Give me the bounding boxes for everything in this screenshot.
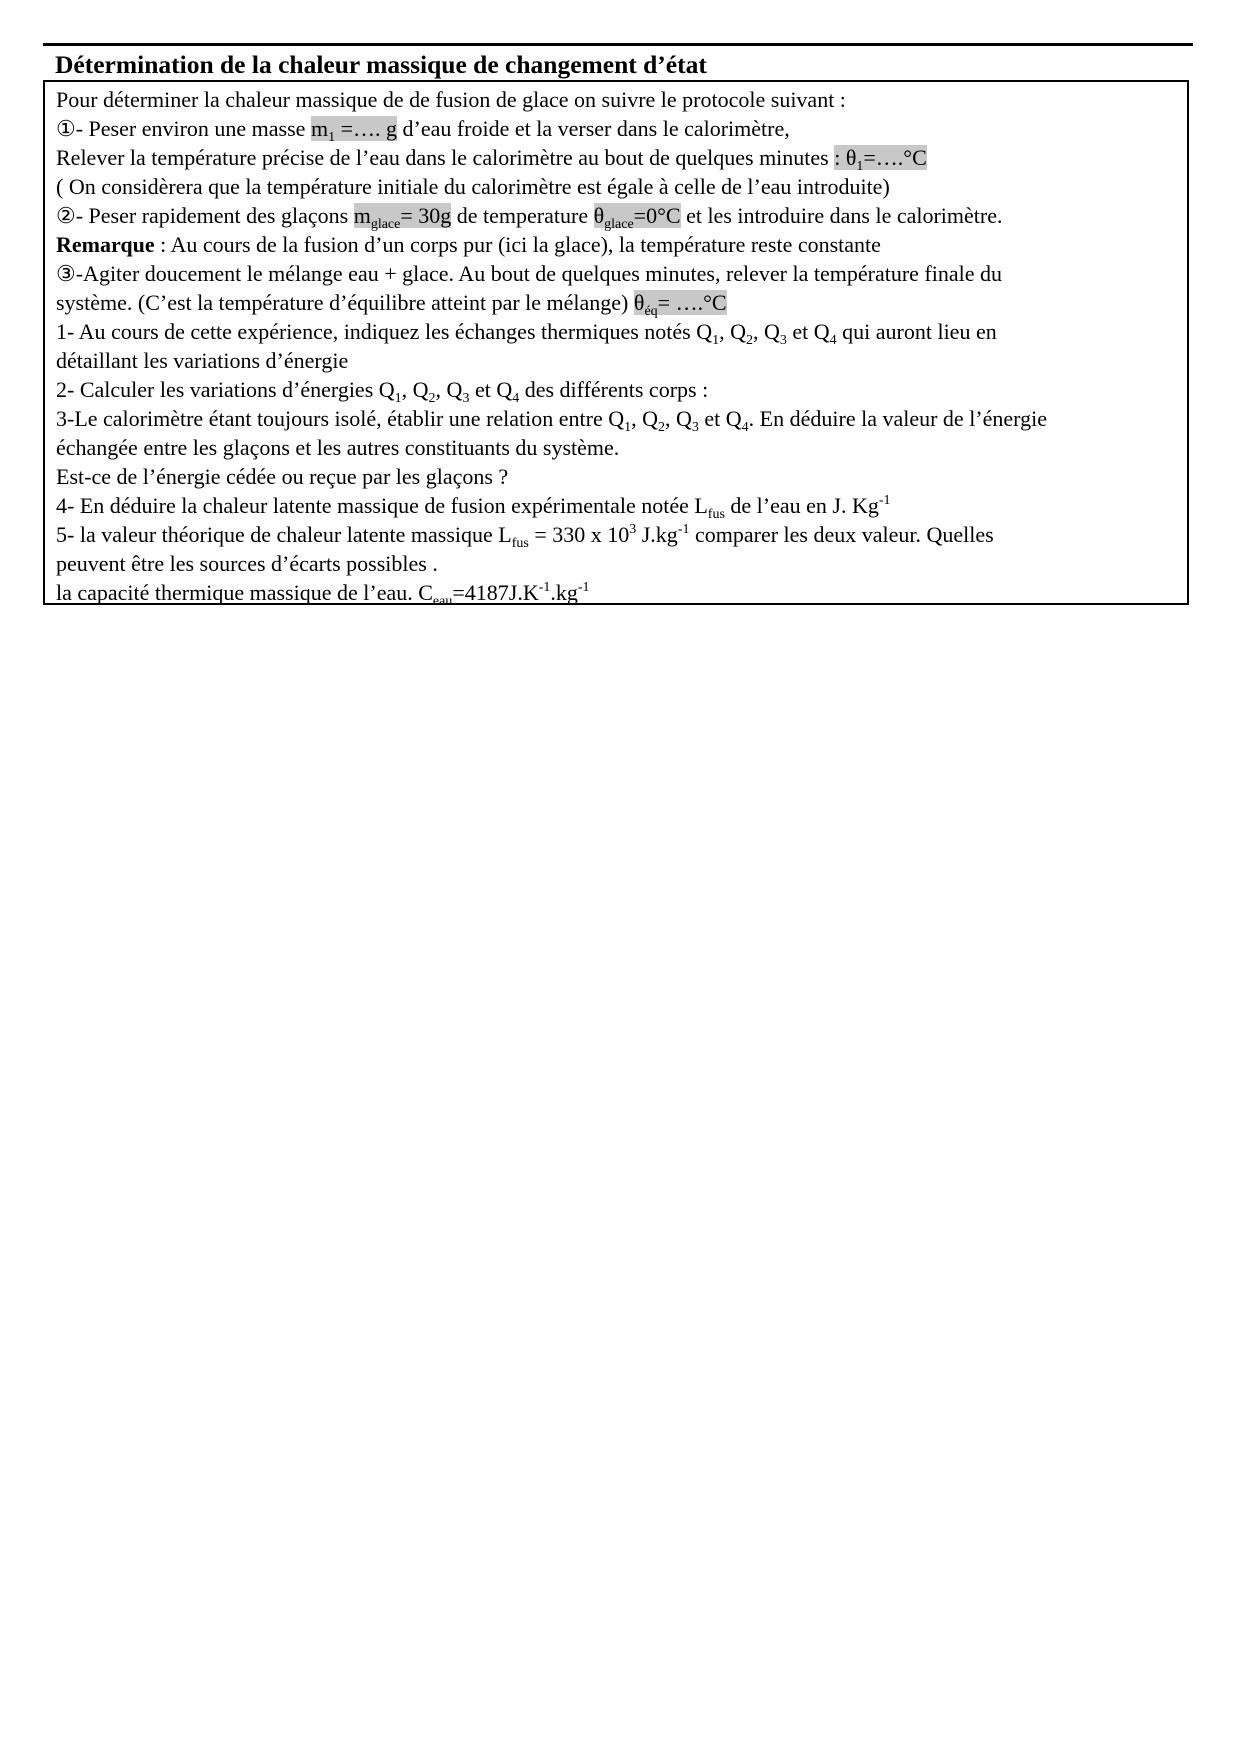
q1-sub3: 3 xyxy=(779,333,787,348)
q2-sub4: 4 xyxy=(512,391,520,406)
note1-line xyxy=(56,172,1187,201)
cap-text-b: =4187J.K xyxy=(452,580,539,605)
q1-sub2: 2 xyxy=(745,333,753,348)
remark-line xyxy=(56,230,1187,259)
step1-line xyxy=(56,114,1187,143)
mglace-highlight xyxy=(353,203,452,232)
q1-t4: et Q xyxy=(786,319,830,344)
q3-text-3: Est-ce de l’énergie cédée ou reçue par les glaçons ? xyxy=(56,464,509,489)
q2-t3: , Q xyxy=(435,377,463,402)
step2-text: - Peser rapidement des glaçons xyxy=(75,203,354,228)
remark-text: : Au cours de la fusion d’un corps pur (ici la glace), la température reste constante xyxy=(154,232,881,257)
note1-text: ( On considèrera que la température initiale du calorimètre est égale à celle de l’eau introduite) xyxy=(56,174,890,199)
theta1-sub: 1 xyxy=(856,159,864,174)
cap-sup1: -1 xyxy=(538,580,551,595)
q3-text-2: échangée entre les glaçons et les autres constituants du système. xyxy=(56,435,620,460)
thetaglace-symbol: θ xyxy=(593,203,605,228)
q4-text: 4- En déduire la chaleur latente massique de fusion expérimentale notée L xyxy=(56,493,708,518)
q2-text-end: des différents corps : xyxy=(519,377,709,402)
cap-sup2: -1 xyxy=(577,580,590,595)
step2-text-mid: de temperature xyxy=(451,203,594,228)
theta1-symbol: : θ xyxy=(834,145,857,170)
q5-text-2: peuvent être les sources d’écarts possibles . xyxy=(56,551,438,576)
thetaeq-sub: éq xyxy=(644,304,658,319)
intro-line xyxy=(56,85,1187,114)
q3-t4: et Q xyxy=(698,406,742,431)
q3-text-end: . En déduire la valeur de l’énergie xyxy=(748,406,1047,431)
cap-text-c: .kg xyxy=(550,580,578,605)
step3-marker: ③ xyxy=(56,261,76,286)
step1-text-end: d’eau froide et la verser dans le calorimètre, xyxy=(397,116,790,141)
m1-sub: 1 xyxy=(328,130,336,145)
cap-text: la capacité thermique massique de l’eau. C xyxy=(56,580,433,605)
m1-highlight xyxy=(310,116,397,145)
step2-marker: ② xyxy=(56,203,76,228)
step3-line-2 xyxy=(56,288,1187,317)
m1-value: =…. g xyxy=(335,116,397,141)
q3-text: 3-Le calorimètre étant toujours isolé, établir une relation entre Q xyxy=(56,406,625,431)
mglace-sub: glace xyxy=(370,217,401,232)
capacity-line xyxy=(56,578,1187,607)
step3-text-2: système. (C’est la température d’équilibre atteint par le mélange) xyxy=(56,290,634,315)
question1-line-1 xyxy=(56,317,1187,346)
thetaeq-highlight xyxy=(633,290,727,319)
q3-t3: , Q xyxy=(665,406,692,431)
thetaglace-value: =0°C xyxy=(633,203,681,228)
question2-line xyxy=(56,375,1187,404)
q3-t2: , Q xyxy=(631,406,659,431)
q1-t3: , Q xyxy=(752,319,780,344)
q4-sup: -1 xyxy=(878,493,891,508)
top-rule xyxy=(43,43,1193,46)
m1-symbol: m xyxy=(310,116,329,141)
theta1-value: =….°C xyxy=(863,145,927,170)
q3-sub1: 1 xyxy=(624,420,632,435)
step3-line-1 xyxy=(56,259,1187,288)
q1-sub1: 1 xyxy=(712,333,720,348)
step1-temp-line xyxy=(56,143,1187,172)
q5-sup1: 3 xyxy=(629,522,637,537)
question5-line-1 xyxy=(56,520,1187,549)
intro-text: Pour déterminer la chaleur massique de de fusion de glace on suivre le protocole suivant : xyxy=(56,87,846,112)
question3-line-1 xyxy=(56,404,1187,433)
exercise-box xyxy=(43,80,1189,609)
q3-sub4: 4 xyxy=(741,420,749,435)
page-title: Détermination de la chaleur massique de changement d’état xyxy=(55,50,707,79)
step3-text-1: -Agiter doucement le mélange eau + glace. Au bout de quelques minutes, relever la température finale du xyxy=(75,261,1003,286)
question3-line-3 xyxy=(56,462,1187,491)
q5-text-d: comparer les deux valeur. Quelles xyxy=(689,522,994,547)
q4-sub: fus xyxy=(707,507,725,522)
step1-temp-text: Relever la température précise de l’eau dans le calorimètre au bout de quelques minutes xyxy=(56,145,835,170)
theta1-highlight xyxy=(834,145,927,174)
q2-text: 2- Calculer les variations d’énergies Q xyxy=(56,377,395,402)
q2-sub2: 2 xyxy=(428,391,436,406)
q2-sub3: 3 xyxy=(462,391,470,406)
q5-text: 5- la valeur théorique de chaleur latente massique L xyxy=(56,522,512,547)
remark-label: Remarque xyxy=(56,232,155,257)
step2-line xyxy=(56,201,1187,230)
cap-sub: eau xyxy=(432,594,453,609)
mglace-symbol: m xyxy=(353,203,371,228)
q2-t2: , Q xyxy=(401,377,429,402)
thetaglace-highlight xyxy=(593,203,681,232)
question1-line-2 xyxy=(56,346,1187,375)
question5-line-2 xyxy=(56,549,1187,578)
q1-t2: , Q xyxy=(719,319,746,344)
q5-sup2: -1 xyxy=(677,522,690,537)
q2-sub1: 1 xyxy=(394,391,402,406)
q5-sub: fus xyxy=(511,536,529,551)
step1-marker: ① xyxy=(56,116,76,141)
mglace-value: = 30g xyxy=(400,203,452,228)
q1-text: 1- Au cours de cette expérience, indiquez les échanges thermiques notés Q xyxy=(56,319,713,344)
question3-line-2 xyxy=(56,433,1187,462)
q5-text-c: J.kg xyxy=(636,522,678,547)
thetaeq-symbol: θ xyxy=(633,290,645,315)
thetaglace-sub: glace xyxy=(604,217,634,232)
q5-text-b: = 330 x 10 xyxy=(528,522,630,547)
step1-text: - Peser environ une masse xyxy=(75,116,311,141)
q3-sub3: 3 xyxy=(691,420,699,435)
q1-text-end: qui auront lieu en xyxy=(836,319,997,344)
q2-t4: et Q xyxy=(469,377,513,402)
q3-sub2: 2 xyxy=(658,420,666,435)
step2-text-end: et les introduire dans le calorimètre. xyxy=(680,203,1003,228)
q1-text-2: détaillant les variations d’énergie xyxy=(56,348,349,373)
question4-line xyxy=(56,491,1187,520)
thetaeq-value: = ….°C xyxy=(657,290,727,315)
q1-sub4: 4 xyxy=(829,333,837,348)
q4-text-end: de l’eau en J. Kg xyxy=(724,493,879,518)
